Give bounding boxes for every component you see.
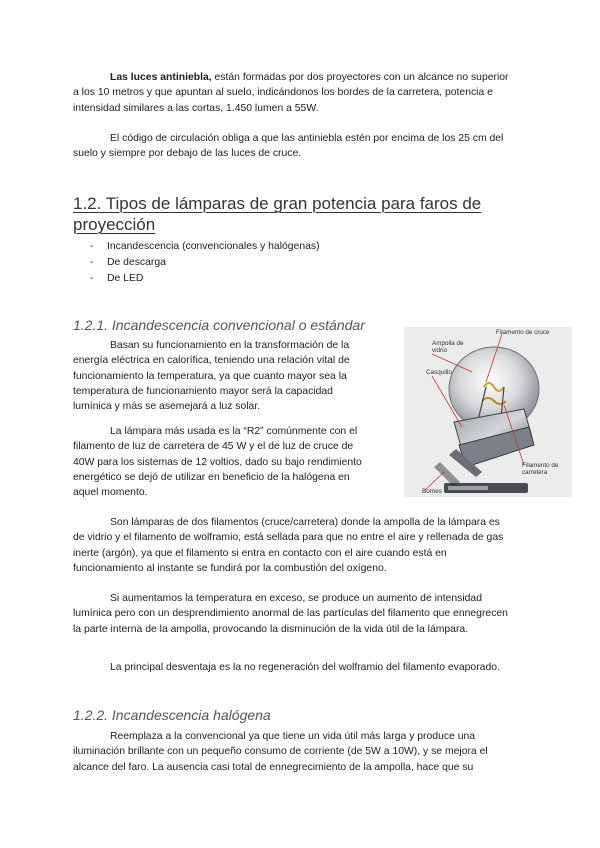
paragraph-dos-filamentos: Son lámparas de dos filamentos (cruce/carretera) donde la ampolla de la lámpara es de vidrio y el filamento de wolframio, está sellada para que no entre el aire y rellenada de gas inerte (argón), ya que el filamento si entra en contacto con el aire cuando está en funcionamiento al instante se fundirá por la combustión del oxígeno.: [73, 517, 504, 574]
figure-label-casquillo: Casquillo: [426, 369, 452, 376]
list-item: - Incandescencia (convencionales y halógenas): [90, 241, 320, 252]
list-item: - De LED: [90, 273, 144, 284]
paragraph-halogena: Reemplaza a la convencional ya que tiene un vida útil más larga y produce una iluminación brillante con un pequeño consumo de corriente (de 5W a 10W), y se mejora el alcance del faro. La ausencia casi total de ennegrecimiento de la ampolla, hace que su: [73, 731, 488, 773]
section-heading-1-2: 1.2. Tipos de lámparas de gran potencia para faros de proyección: [73, 194, 482, 234]
list-item: - De descarga: [90, 257, 166, 268]
paragraph-antiniebla: [73, 70, 513, 116]
paragraph-temperatura-exceso: Si aumentamos la temperatura en exceso, se produce un aumento de intensidad lumínica pero con un desprendimiento anormal de las partículas del filamento que ennegrecen la parte interna de la ampolla, provocando la disminución de la vida útil de la lámpara.: [73, 593, 508, 635]
paragraph-lampara-r2: La lámpara más usada es la “R2” comúnmente con el filamento de luz de carretera de 45 W y el de luz de cruce de 40W para los sistemas de 12 voltios, dado su bajo rendimiento energético se dejó de utilizar en beneficio de la halógena en aquel momento.: [73, 426, 362, 499]
paragraph-desventaja: La principal desventaja es la no regeneración del wolframio del filamento evaporado.: [110, 662, 500, 673]
figure-label-filamento-cruce: Filamento de cruce: [496, 329, 550, 336]
figure-label-bornes: Bornes: [422, 488, 442, 495]
antiniebla-bold-lead: Las luces antiniebla,: [110, 72, 212, 83]
lamp-types-list: [90, 239, 320, 287]
figure-label-ampolla: Ampolla de vidrio: [432, 340, 464, 354]
paragraph-codigo: El código de circulación obliga a que las antiniebla estén por encima de los 25 cm del suelo y siempre por debajo de las luces de cruce.: [73, 133, 504, 160]
figure-label-filamento-carretera: Filamento de carretera: [522, 462, 559, 476]
subsection-heading-1-2-2: 1.2.2. Incandescencia halógena: [73, 707, 271, 723]
subsection-heading-1-2-1: 1.2.1. Incandescencia convencional o estándar: [73, 317, 365, 333]
lamp-diagram-figure: [404, 327, 572, 497]
list-item-text: Incandescencia (convencionales y halógenas): [107, 241, 320, 252]
list-item-text: De LED: [107, 273, 144, 284]
paragraph-funcionamiento: Basan su funcionamiento en la transformación de la energía eléctrica en calorífica, teniendo una relación vital de funcionamiento la temperatura, ya que cuanto mayor sea la temperatura de funcionamiento mayor será la capacidad lumínica y más se asemejará a luz solar.: [73, 340, 350, 413]
list-item-text: De descarga: [107, 257, 166, 268]
antiniebla-text: están formadas por dos proyectores con un alcance no superior a los 10 metros y que apuntan al suelo, indicándonos los bordes de la carretera, potencia e intensidad similares a las cortas, 1.450 lumen a 55W.: [73, 72, 509, 114]
